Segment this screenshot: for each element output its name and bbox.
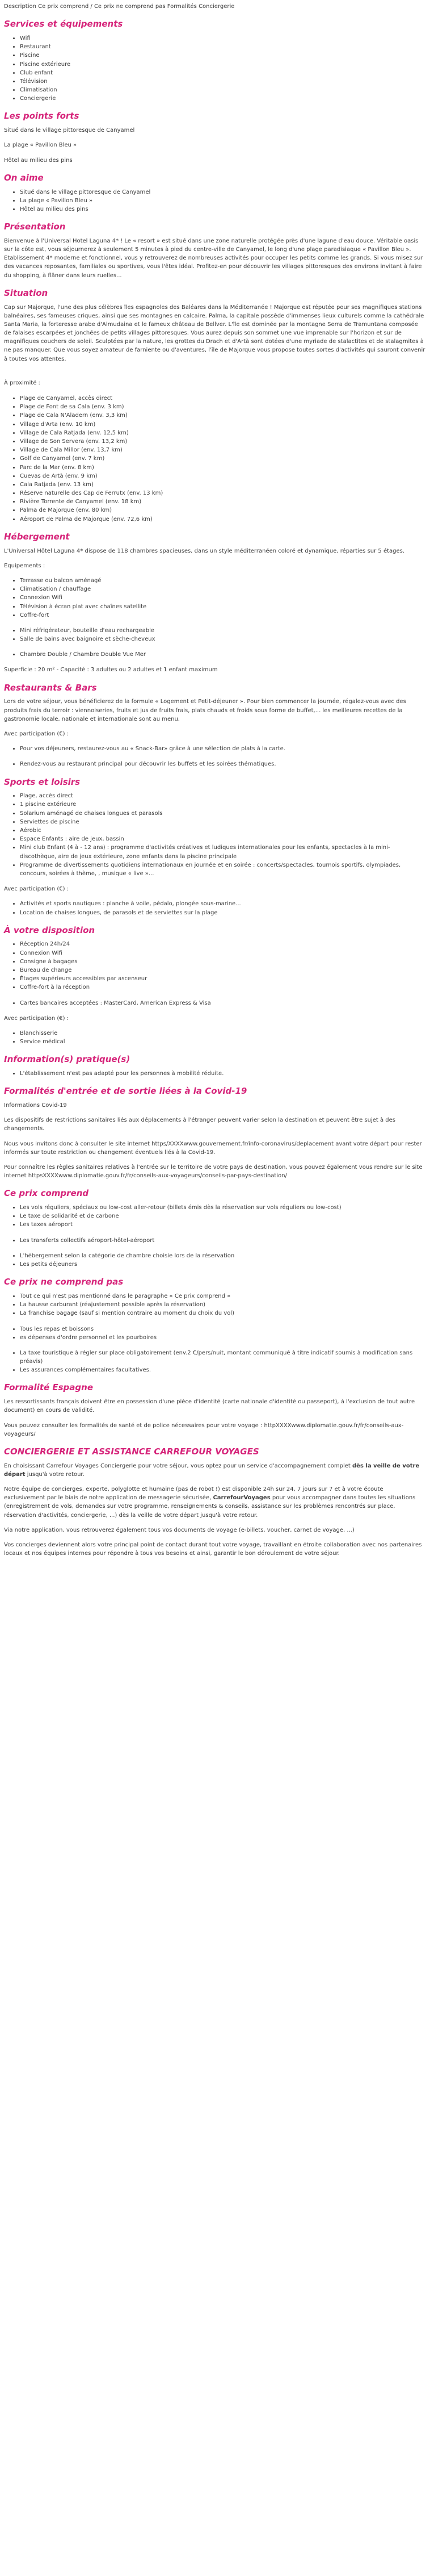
list-item: • Conciergerie — [20, 94, 426, 103]
restaurants-list — [4, 760, 426, 768]
list-item: • Piscine extérieure — [20, 60, 426, 69]
list-item: • Club enfant — [20, 69, 426, 77]
equipements-list — [4, 576, 426, 620]
list-item: • Wifi — [20, 34, 426, 43]
restaurants-text: Lors de votre séjour, vous bénéficierez de la formule « Logement et Petit-déjeuner ». Pour bien commencer la journée, régalez-vous avec des produits frais du terroir : viennoiseries, fruits et jus de fruits frais, plats chauds et froids sous forme de buffet,... les meilleures recettes de la gastronomie locale, nationale et internationale sont au menu. — [4, 699, 406, 722]
list-item: • Village d'Arta (env. 10 km) — [20, 420, 426, 429]
sports-paid-list — [4, 900, 426, 917]
list-item: • 1 piscine extérieure — [20, 800, 426, 809]
list-item: • Golf de Canyamel (env. 7 km) — [20, 454, 426, 463]
covid-paragraph: Les dispositifs de restrictions sanitaires liés aux déplacements à l'étranger peuvent varier selon la destination et peuvent être sujet à des changements. — [4, 1117, 395, 1132]
list-item: • Serviettes de piscine — [20, 818, 426, 826]
restaurants-title: Restaurants & Bars — [4, 682, 97, 693]
sports-title: Sports et loisirs — [4, 776, 81, 787]
covid-title: Formalités d'entrée et de sortie liées à la Covid-19 — [4, 1086, 247, 1097]
list-item: • Mini réfrigérateur, bouteille d'eau rechargeable — [20, 626, 426, 635]
list-item: • Les petits déjeuners — [20, 1260, 426, 1269]
list-item: • Activités et sports nautiques : planche à voile, pédalo, plongée sous-marine... — [20, 900, 426, 908]
participation-label: Avec participation (€) : — [4, 1015, 69, 1022]
conciergerie-emphasis: dès la veille de votre départ — [4, 1462, 420, 1478]
list-item: • Climatisation — [20, 86, 426, 94]
conciergerie-paragraph — [4, 1485, 426, 1520]
list-item: • Chambre Double / Chambre Double Vue Mer — [20, 650, 426, 659]
list-item: • Tous les repas et boissons — [20, 1325, 426, 1333]
list-item: • Village de Cala Ratjada (env. 12,5 km) — [20, 429, 426, 437]
list-item: • Pour vos déjeuners, restaurez-vous au « Snack-Bar» grâce à une sélection de plats à la carte. — [20, 745, 426, 753]
list-item: • Cartes bancaires acceptées : MasterCard, American Express & Visa — [20, 999, 426, 1007]
services-list — [4, 34, 426, 103]
proximity-label: À proximité : — [4, 379, 40, 386]
list-item: • Situé dans le village pittoresque de Canyamel — [20, 188, 426, 196]
list-item: • Coffre-fort à la réception — [20, 983, 426, 992]
list-item: • La taxe touristique à régler sur place obligatoirement (env.2 €/pers/nuit, montant communiqué à titre indicatif soumis à modification sans préavis) — [20, 1349, 426, 1366]
list-item: • La plage « Pavillon Bleu » — [20, 196, 426, 205]
equipements-label: Equipements : — [4, 562, 45, 569]
conciergerie-title: CONCIERGERIE ET ASSISTANCE CARREFOUR VOYAGES — [4, 1446, 259, 1457]
proximity-list — [4, 394, 426, 524]
list-item: • Télévision — [20, 77, 426, 86]
covid-subtitle: Informations Covid-19 — [4, 1102, 67, 1109]
list-item: • Rivière Torrente de Canyamel (env. 18 km) — [20, 497, 426, 506]
list-item: • Piscine — [20, 51, 426, 60]
conciergerie-paragraph — [4, 1462, 426, 1479]
list-item: • Plage de Cala N'Aladern (env. 3,3 km) — [20, 411, 426, 420]
list-item: • Tout ce qui n'est pas mentionné dans le paragraphe « Ce prix comprend » — [20, 1292, 426, 1300]
points-forts-title: Les points forts — [4, 111, 79, 122]
chambres-list — [4, 650, 426, 659]
list-item: • Salle de bains avec baignoire et sèche-cheveux — [20, 635, 426, 643]
prix-ne-comprend-title: Ce prix ne comprend pas — [4, 1277, 124, 1287]
list-item: • Programme de divertissements quotidiens internationaux en journée et en soirée : concerts/spectacles, tournois sportifs, olympiades, concours, soirées à thème, , musique « live »... — [20, 861, 426, 878]
conciergerie-text: En choisissant Carrefour Voyages Conciergerie pour votre séjour, vous optez pour un service d'accompagnement complet — [4, 1462, 353, 1469]
conciergerie-text: Notre équipe de concierges, experte, polyglotte et humaine (pas de robot !) est disponible 24h sur 24, 7 jours sur 7 et à votre écoute exclusivement par le biais de notre application de messagerie sécurisée, — [4, 1486, 383, 1502]
prix-ne-comprend-list — [4, 1349, 426, 1375]
list-item: • La franchise bagage (sauf si mention contraire au moment du choix du vol) — [20, 1309, 426, 1318]
list-item: • Télévision à écran plat avec chaînes satellite — [20, 603, 426, 611]
disposition-title: À votre disposition — [4, 925, 95, 935]
list-item: • Village de Son Servera (env. 13,2 km) — [20, 437, 426, 446]
list-item: • Connexion Wifi — [20, 949, 426, 957]
points-forts-line: La plage « Pavillon Bleu » — [4, 142, 77, 149]
list-item: • Réception 24h/24 — [20, 940, 426, 948]
participation-label: Avec participation (€) : — [4, 886, 69, 893]
list-item: • Palma de Majorque (env. 80 km) — [20, 506, 426, 515]
services-title: Services et équipements — [4, 19, 123, 30]
presentation-title: Présentation — [4, 221, 66, 232]
prix-comprend-list — [4, 1203, 426, 1230]
covid-paragraph: Pour connaître les règles sanitaires relatives à l'entrée sur le territoire de votre pays de destination, vous pouvez également vous rendre sur le site internet httpsXXXXwww.diplomatie.gouv.fr/fr/conseils-aux-voyageurs/conseils-par-pays-destination/ — [4, 1164, 423, 1180]
sports-list — [4, 792, 426, 878]
list-item: • Mini club Enfant (4 à - 12 ans) : programme d'activités créatives et ludiques internationales pour les enfants, spectacles à la mini-discothèque, aire de jeux extérieure, zone enfants dans la piscine principale — [20, 843, 426, 860]
list-item: • Les transferts collectifs aéroport-hôtel-aéroport — [20, 1236, 426, 1245]
conciergerie-paragraph: Vos concierges deviennent alors votre principal point de contact durant tout votre voyage, travaillant en étroite collaboration avec nos partenaires locaux et nos équipes internes pour répondre à tous vos besoins et ainsi, garantir le bon déroulement de votre séjour. — [4, 1542, 422, 1557]
prix-comprend-title: Ce prix comprend — [4, 1188, 89, 1199]
list-item: • Consigne à bagages — [20, 957, 426, 966]
list-item: • Plage, accès direct — [20, 792, 426, 800]
prix-comprend-list — [4, 1252, 426, 1269]
list-item: • Restaurant — [20, 43, 426, 51]
prix-comprend-list — [4, 1236, 426, 1245]
presentation-text: Bienvenue à l'Universal Hotel Laguna 4* ! Le « resort » est situé dans une zone naturelle protégée près d'une lagune d'eau douce. Véritable oasis sur la côte est, vous séjournerez à seulement 5 minutes à pied du centre-ville de Canyamel, le long d'une plage paradisiaque « Pavillon Bleu ». Etablissement 4* moderne et fonctionnel, vous y retrouverez de nombreuses activités pour occuper les petits comme les grands. Si vous misez sur des vacances reposantes, familiales ou sportives, vous l'êtes idéal. Profitez-en pour découvrir les villages pittoresques des environs invitant à faire du shopping, à flâner dans leurs ruelles... — [4, 237, 423, 279]
list-item: • es dépenses d'ordre personnel et les pourboires — [20, 1333, 426, 1342]
prix-ne-comprend-list — [4, 1292, 426, 1318]
on-aime-title: On aime — [4, 172, 44, 183]
conciergerie-app-name: CarrefourVoyages — [213, 1495, 271, 1502]
formalite-paragraph: Vous pouvez consulter les formalités de santé et de police nécessaires pour votre voyage : httpXXXXwww.diplomatie.gouv.fr/fr/conseils-aux-voyageurs/ — [4, 1422, 404, 1437]
list-item: • Parc de la Mar (env. 8 km) — [20, 463, 426, 472]
list-item: • Les vols réguliers, spéciaux ou low-cost aller-retour (billets émis dès la réservation sur vols réguliers ou low-cost) — [20, 1203, 426, 1212]
pratiques-list — [4, 1069, 426, 1078]
list-item: • Location de chaises longues, de parasols et de serviettes sur la plage — [20, 909, 426, 917]
list-item: • Connexion Wifi — [20, 593, 426, 602]
restaurants-list — [4, 745, 426, 753]
description-line: Description Ce prix comprend / Ce prix ne comprend pas Formalités Conciergerie — [4, 3, 235, 10]
superficie-text: Superficie : 20 m² - Capacité : 3 adultes ou 2 adultes et 1 enfant maximum — [4, 667, 218, 674]
situation-title: Situation — [4, 287, 48, 298]
list-item: • Plage de Font de sa Cala (env. 3 km) — [20, 403, 426, 411]
points-forts-line: Hôtel au milieu des pins — [4, 157, 73, 164]
list-item: • Coffre-fort — [20, 611, 426, 620]
list-item: • Plage de Canyamel, accès direct — [20, 394, 426, 403]
pratiques-title: Information(s) pratique(s) — [4, 1054, 130, 1065]
on-aime-list — [4, 188, 426, 214]
list-item: • Cala Ratjada (env. 13 km) — [20, 480, 426, 489]
participation-label: Avec participation (€) : — [4, 730, 69, 737]
conciergerie-text: pour vous accompagner dans toutes les situations (enregistrement de vols, demandes sur votre programme, renseignements & conseils, assistance sur les problèmes rencontrés sur place, réservation d'activités, conciergerie, ...) dès la veille de votre départ jusqu'à votre retour. — [4, 1495, 416, 1519]
disposition-list — [4, 940, 426, 992]
list-item: • Blanchisserie — [20, 1029, 426, 1038]
list-item: • Cuevas de Artà (env. 9 km) — [20, 472, 426, 480]
list-item: • Réserve naturelle des Cap de Ferrutx (env. 13 km) — [20, 489, 426, 497]
list-item: • Service médical — [20, 1038, 426, 1046]
points-forts-line: Situé dans le village pittoresque de Canyamel — [4, 127, 135, 134]
list-item: • Rendez-vous au restaurant principal pour découvrir les buffets et les soirées thématiques. — [20, 760, 426, 768]
disposition-paid-list — [4, 1029, 426, 1046]
list-item: • La hausse carburant (réajustement possible après la réservation) — [20, 1300, 426, 1309]
list-item: • Aérobic — [20, 826, 426, 835]
list-item: • Village de Cala Millor (env. 13,7 km) — [20, 446, 426, 454]
hebergement-text: L'Universal Hôtel Laguna 4* dispose de 118 chambres spacieuses, dans un style méditerranéen coloré et dynamique, réparties sur 5 étages. — [4, 547, 405, 554]
conciergerie-text: jusqu'à votre retour. — [25, 1471, 85, 1478]
equipements-list — [4, 626, 426, 643]
formalite-paragraph: Les ressortissants français doivent être en possession d'une pièce d'identité (carte nationale d'identité ou passeport), à l'exclusion de tout autre document) en cours de validité. — [4, 1399, 415, 1414]
cards-list — [4, 999, 426, 1007]
list-item: • Climatisation / chauffage — [20, 585, 426, 593]
list-item: • Solarium aménagé de chaises longues et parasols — [20, 809, 426, 818]
list-item: • Étages supérieurs accessibles par ascenseur — [20, 975, 426, 983]
list-item: • Les taxes aéroport — [20, 1220, 426, 1229]
list-item: • Hôtel au milieu des pins — [20, 205, 426, 214]
list-item: • L'hébergement selon la catégorie de chambre choisie lors de la réservation — [20, 1252, 426, 1260]
list-item: • Espace Enfants : aire de jeux, bassin — [20, 835, 426, 843]
hebergement-title: Hébergement — [4, 531, 70, 542]
list-item: • Terrasse ou balcon aménagé — [20, 576, 426, 585]
situation-text: Cap sur Majorque, l'une des plus célèbres îles espagnoles des Baléares dans la Méditerranée ! Majorque est réputée pour ses magnifiques stations balnéaires, ses fameuses criques, ainsi que ses montagnes en calcaire. Palma, la capitale possède d'immenses lieux culturels comme la cathédrale Santa Maria, la forteresse arabe d'Almudaina et le fameux château de Bellver. L'île est dominée par la montagne Serra de Tramuntana composée de falaises escarpées et jonchées de petits villages pittoresques. Vous aurez depuis son sommet une vue imprenable sur l'horizon et sur de magnifiques couchers de soleil. Sculptées par la nature, les grottes du Drach et d'Artà sont dotées d'une myriade de stalactites et de stalagmites à ne pas manquer. Que vous soyez amateur de farniente ou d'aventures, l'île de Majorque vous propose toutes sortes d'activités qui sauront convenir à toutes vos attentes. — [4, 304, 425, 362]
list-item: • Les assurances complémentaires facultatives. — [20, 1366, 426, 1374]
conciergerie-paragraph: Via notre application, vous retrouverez également tous vos documents de voyage (e-billets, voucher, carnet de voyage, ...) — [4, 1527, 355, 1533]
prix-ne-comprend-list — [4, 1325, 426, 1342]
list-item: • L'établissement n'est pas adapté pour les personnes à mobilité réduite. — [20, 1069, 426, 1078]
list-item: • Aéroport de Palma de Majorque (env. 72,6 km) — [20, 515, 426, 524]
formalite-title: Formalité Espagne — [4, 1382, 94, 1393]
list-item: • Bureau de change — [20, 966, 426, 975]
covid-paragraph: Nous vous invitons donc à consulter le site internet https/XXXXwww.gouvernement.fr/info-coronavirus/deplacement avant votre départ pour rester informés sur toute restriction ou changement éventuels liés à la Covid-19. — [4, 1140, 422, 1156]
list-item: • Le taxe de solidarité et de carbone — [20, 1212, 426, 1220]
